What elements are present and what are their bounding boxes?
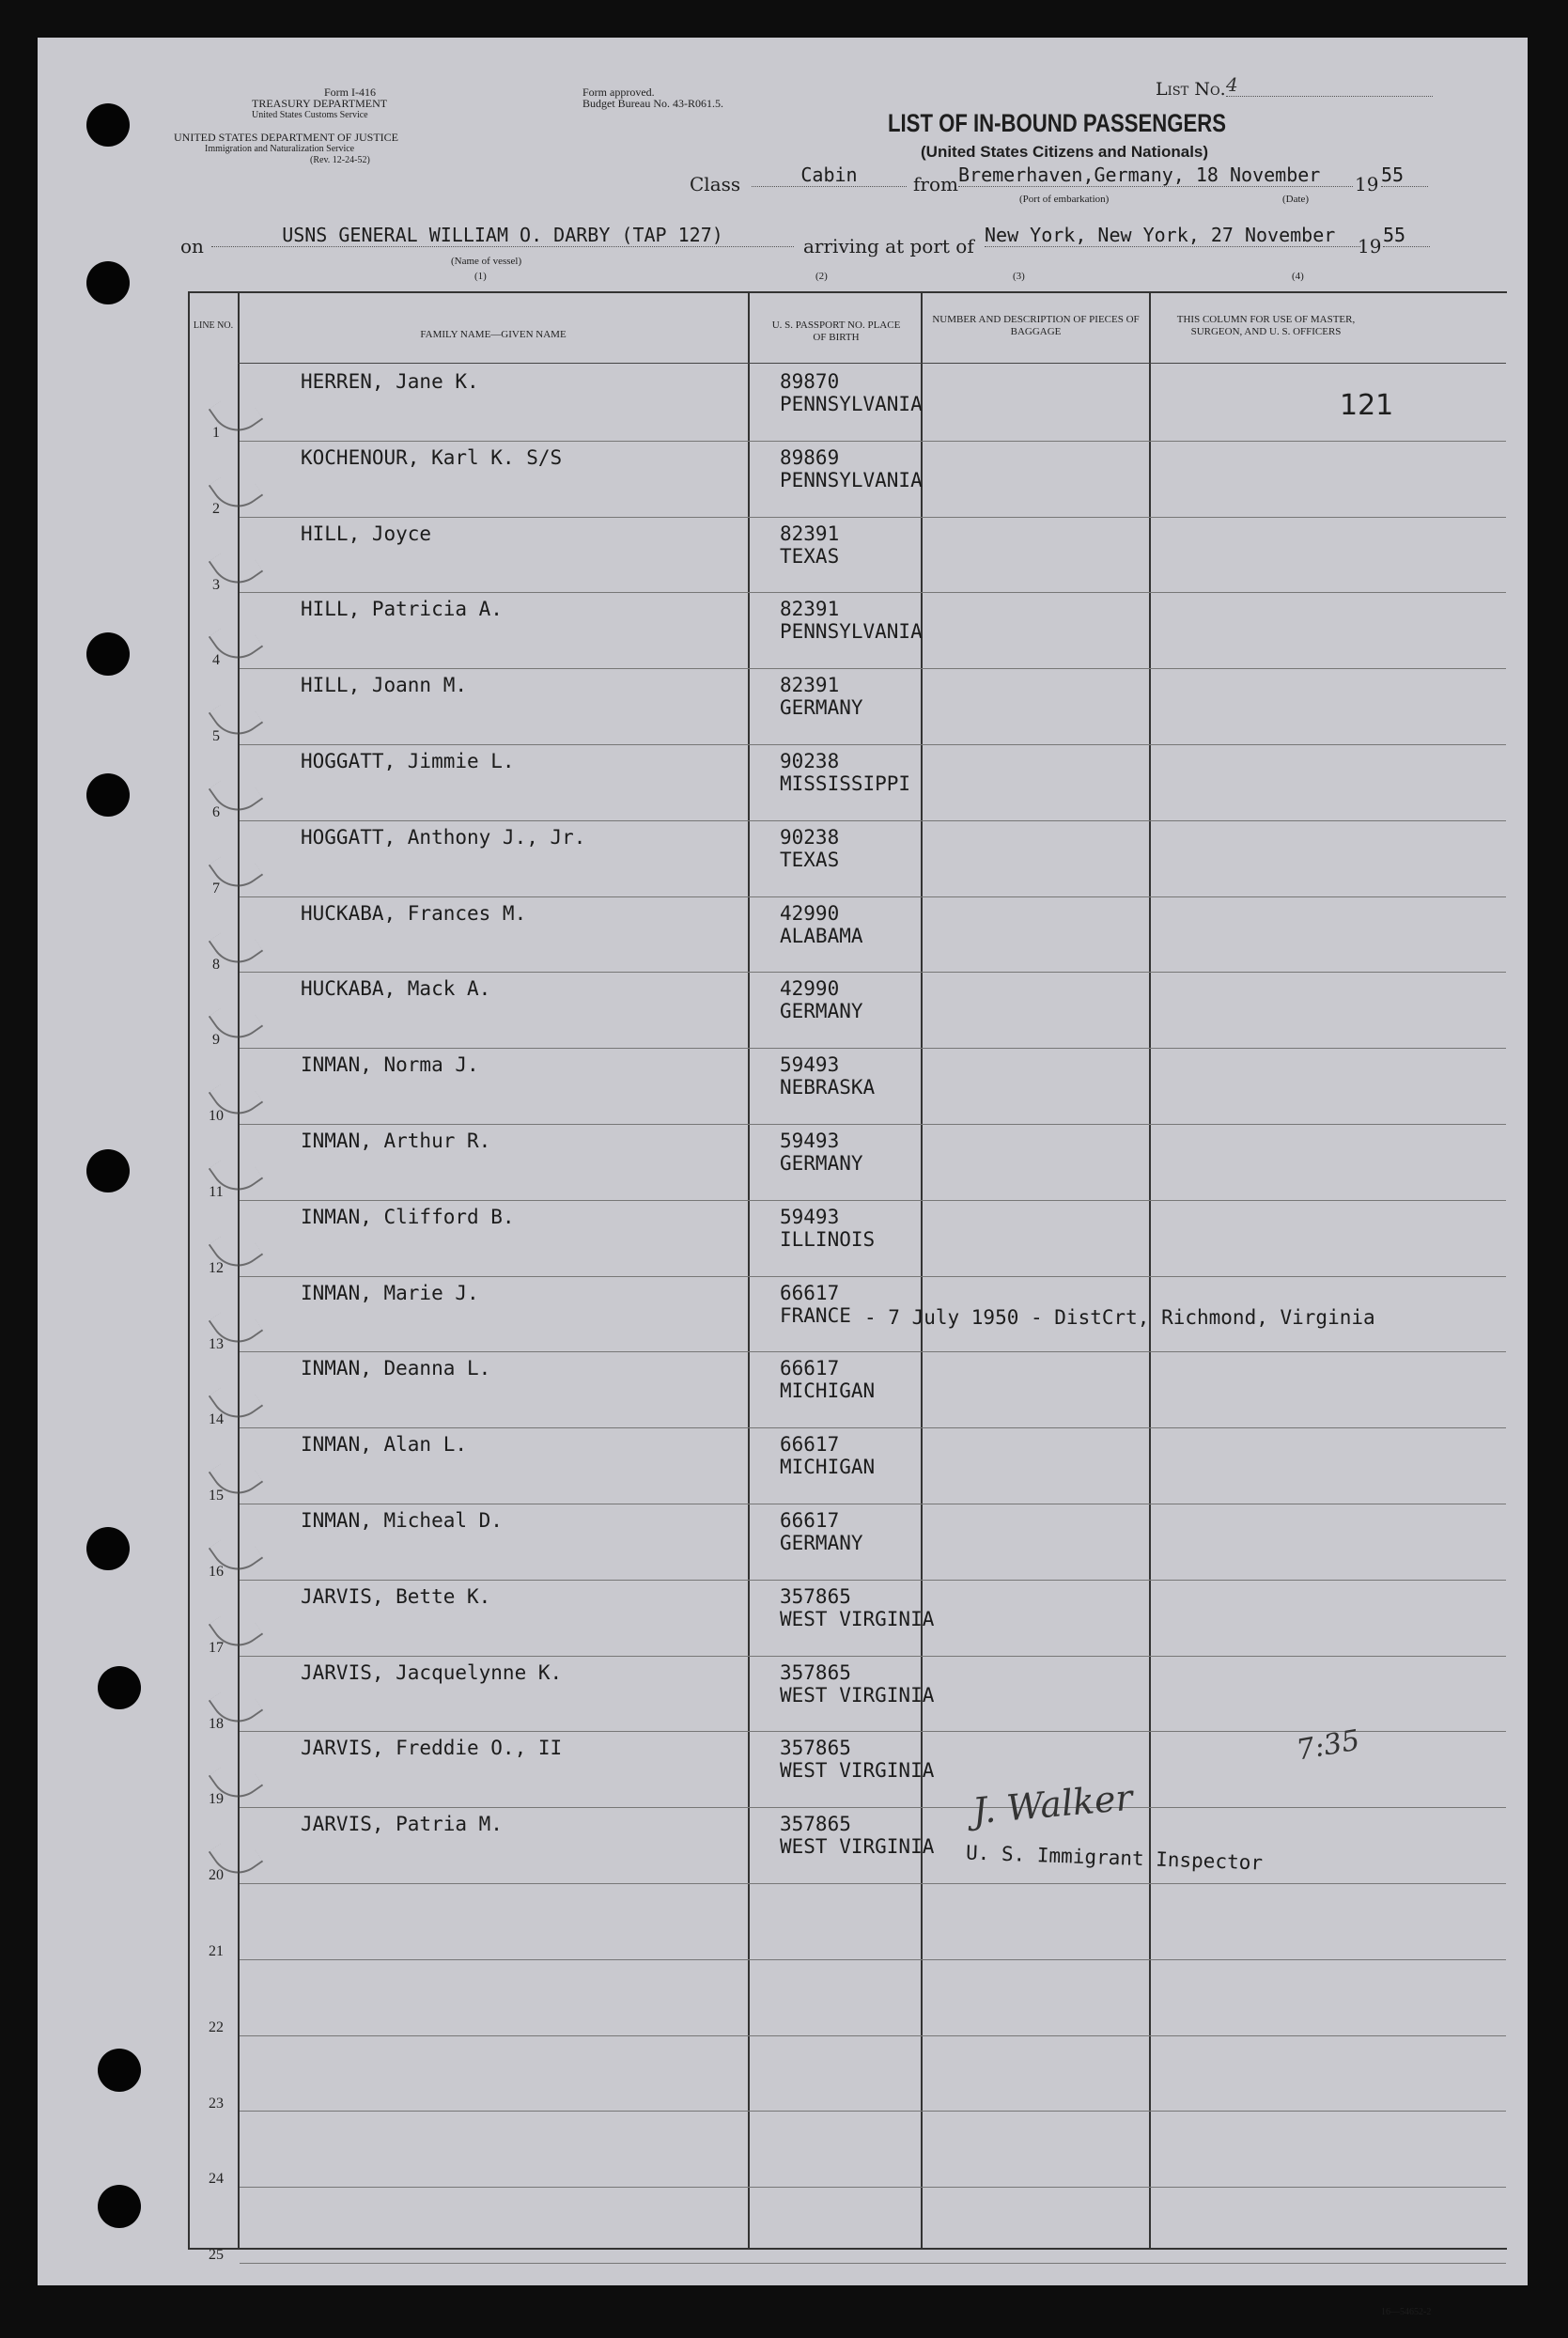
passport-number: 357865 bbox=[780, 1660, 851, 1684]
table-row bbox=[38, 974, 1528, 1049]
row13-naturalization-note: - 7 July 1950 - DistCrt, Richmond, Virginia bbox=[864, 1306, 1375, 1329]
place-of-birth: MISSISSIPPI bbox=[780, 772, 911, 795]
passport-number: 66617 bbox=[780, 1433, 840, 1457]
passenger-name: JARVIS, Bette K. bbox=[301, 1584, 491, 1608]
page-subtitle: (United States Citizens and Nationals) bbox=[921, 143, 1209, 161]
passport-number: 66617 bbox=[780, 1281, 840, 1304]
revision-date: (Rev. 12-24-52) bbox=[310, 155, 370, 165]
line-number: 11 bbox=[209, 1184, 224, 1200]
place-of-birth: PENNSYLVANIA bbox=[780, 468, 923, 491]
place-of-birth: WEST VIRGINIA bbox=[780, 1835, 935, 1859]
ins-service: Immigration and Naturalization Service bbox=[205, 144, 355, 154]
passenger-name: INMAN, Micheal D. bbox=[301, 1509, 503, 1532]
col-number-3: (3) bbox=[1013, 271, 1025, 282]
place-of-birth: WEST VIRGINIA bbox=[780, 1607, 935, 1630]
budget-bureau: Budget Bureau No. 43-R061.5. bbox=[582, 97, 723, 110]
table-row bbox=[38, 1050, 1528, 1125]
passport-number: 42990 bbox=[780, 901, 840, 925]
table-row bbox=[38, 822, 1528, 897]
col-header-baggage: NUMBER AND DESCRIPTION OF PIECES OF BAGGAGE bbox=[932, 314, 1140, 337]
passenger-name: HUCKABA, Frances M. bbox=[301, 901, 527, 925]
row-rule bbox=[240, 1124, 1506, 1125]
line-number: 19 bbox=[209, 1791, 224, 1808]
table-row bbox=[38, 594, 1528, 669]
date-caption: (Date) bbox=[1282, 194, 1310, 205]
list-number: 4 bbox=[1226, 73, 1433, 97]
passenger-name: HOGGATT, Anthony J., Jr. bbox=[301, 825, 586, 849]
row-rule bbox=[240, 1883, 1506, 1884]
embarkation-port-date: Bremerhaven,Germany, 18 November bbox=[958, 164, 1353, 187]
col-header-passport: U. S. PASSPORT NO. PLACE OF BIRTH bbox=[771, 320, 901, 343]
col-header-line-no: LINE NO. bbox=[193, 320, 234, 331]
table-row bbox=[38, 1429, 1528, 1504]
line-number: 8 bbox=[212, 956, 220, 973]
footer-code: 16—54652-2 bbox=[1381, 2307, 1432, 2317]
row-rule bbox=[240, 517, 1506, 518]
line-number: 12 bbox=[209, 1259, 224, 1276]
place-of-birth: PENNSYLVANIA bbox=[780, 620, 923, 644]
row-rule bbox=[240, 2263, 1506, 2264]
line-number: 4 bbox=[212, 652, 220, 669]
passport-number: 89870 bbox=[780, 370, 840, 393]
arriving-label: arriving at port of bbox=[803, 235, 974, 257]
row-rule bbox=[240, 1276, 1506, 1277]
passenger-name: INMAN, Marie J. bbox=[301, 1281, 479, 1304]
col-header-name: FAMILY NAME—GIVEN NAME bbox=[420, 329, 567, 340]
table-row bbox=[38, 443, 1528, 518]
passport-number: 42990 bbox=[780, 977, 840, 1001]
table-row bbox=[38, 670, 1528, 745]
table-row bbox=[38, 898, 1528, 974]
row-rule bbox=[240, 820, 1506, 821]
line-number: 3 bbox=[212, 576, 220, 593]
place-of-birth: NEBRASKA bbox=[780, 1076, 876, 1099]
table-row bbox=[38, 1885, 1528, 1960]
passenger-name: INMAN, Alan L. bbox=[301, 1433, 468, 1457]
passenger-name: HILL, Patricia A. bbox=[301, 598, 503, 621]
col-number-4: (4) bbox=[1292, 271, 1304, 282]
from-year-prefix: 19 bbox=[1355, 173, 1379, 195]
passport-number: 59493 bbox=[780, 1130, 840, 1152]
line-number: 14 bbox=[209, 1411, 224, 1428]
passenger-count: 121 bbox=[1340, 389, 1394, 422]
arrival-year-prefix: 19 bbox=[1358, 235, 1382, 257]
customs-service: United States Customs Service bbox=[252, 110, 368, 120]
passport-number: 89869 bbox=[780, 445, 840, 469]
row-rule bbox=[240, 668, 1506, 669]
line-number: 15 bbox=[209, 1488, 224, 1504]
line-number: 23 bbox=[209, 2095, 224, 2112]
passenger-name: JARVIS, Patria M. bbox=[301, 1813, 503, 1836]
passenger-name: HUCKABA, Mack A. bbox=[301, 977, 491, 1001]
passport-number: 82391 bbox=[780, 674, 840, 697]
passport-number: 90238 bbox=[780, 750, 840, 772]
vessel-caption: (Name of vessel) bbox=[451, 256, 522, 267]
line-number: 7 bbox=[212, 880, 220, 896]
passenger-name: INMAN, Deanna L. bbox=[301, 1357, 491, 1380]
col-header-officers: THIS COLUMN FOR USE OF MASTER, SURGEON, AND U. S. OFFICERS bbox=[1176, 314, 1356, 337]
place-of-birth: WEST VIRGINIA bbox=[780, 1759, 935, 1783]
passenger-name: KOCHENOUR, Karl K. S/S bbox=[301, 445, 563, 469]
line-number: 24 bbox=[209, 2171, 224, 2188]
line-number: 20 bbox=[209, 1867, 224, 1884]
line-number: 17 bbox=[209, 1639, 224, 1656]
passenger-name: JARVIS, Jacquelynne K. bbox=[301, 1660, 563, 1684]
table-top-border bbox=[188, 291, 1507, 293]
place-of-birth: ALABAMA bbox=[780, 924, 863, 947]
arrival-year: 55 bbox=[1383, 224, 1430, 247]
table-row bbox=[38, 2189, 1528, 2264]
table-row bbox=[38, 1505, 1528, 1581]
place-of-birth: ILLINOIS bbox=[780, 1227, 876, 1251]
row-rule bbox=[240, 1427, 1506, 1428]
place-of-birth: WEST VIRGINIA bbox=[780, 1683, 935, 1707]
vessel-name: USNS GENERAL WILLIAM O. DARBY (TAP 127) bbox=[211, 224, 794, 247]
port-embarkation-caption: (Port of embarkation) bbox=[1019, 194, 1110, 205]
punch-hole bbox=[86, 103, 130, 147]
row-rule bbox=[240, 744, 1506, 745]
row-rule bbox=[240, 592, 1506, 593]
table-row bbox=[38, 1809, 1528, 1884]
row-rule bbox=[240, 1656, 1506, 1657]
on-label: on bbox=[180, 235, 204, 257]
line-number: 16 bbox=[209, 1564, 224, 1580]
passenger-name: INMAN, Arthur R. bbox=[301, 1130, 491, 1152]
passenger-name: HILL, Joann M. bbox=[301, 674, 468, 697]
place-of-birth: GERMANY bbox=[780, 696, 863, 720]
line-number: 2 bbox=[212, 500, 220, 517]
line-number: 18 bbox=[209, 1715, 224, 1732]
table-row bbox=[38, 366, 1528, 442]
col-number-2: (2) bbox=[815, 271, 828, 282]
place-of-birth: TEXAS bbox=[780, 848, 840, 871]
col-number-1: (1) bbox=[474, 271, 487, 282]
place-of-birth: GERMANY bbox=[780, 1152, 863, 1175]
inspector-signature: J. Walker bbox=[970, 1776, 1135, 1832]
place-of-birth: FRANCE bbox=[780, 1303, 851, 1327]
passport-number: 82391 bbox=[780, 598, 840, 621]
line-number: 5 bbox=[212, 728, 220, 745]
row-rule bbox=[240, 1351, 1506, 1352]
form-number: Form I-416 bbox=[324, 86, 376, 99]
row-rule bbox=[240, 2035, 1506, 2036]
passport-number: 90238 bbox=[780, 825, 840, 849]
table-row bbox=[38, 519, 1528, 594]
line-number: 25 bbox=[209, 2247, 224, 2264]
passport-number: 357865 bbox=[780, 1737, 851, 1760]
place-of-birth: PENNSYLVANIA bbox=[780, 393, 923, 415]
line-number: 10 bbox=[209, 1108, 224, 1125]
passport-number: 59493 bbox=[780, 1053, 840, 1077]
place-of-birth: MICHIGAN bbox=[780, 1456, 876, 1479]
row-rule bbox=[240, 1580, 1506, 1581]
line-number: 6 bbox=[212, 804, 220, 820]
line-number: 9 bbox=[212, 1032, 220, 1049]
passenger-name: HILL, Joyce bbox=[301, 522, 432, 545]
line-number: 1 bbox=[212, 425, 220, 441]
treasury-department: TREASURY DEPARTMENT bbox=[252, 97, 388, 110]
row-rule bbox=[240, 896, 1506, 897]
from-year: 55 bbox=[1381, 164, 1428, 187]
punch-hole bbox=[86, 261, 130, 304]
passport-number: 357865 bbox=[780, 1584, 851, 1608]
passenger-name: HERREN, Jane K. bbox=[301, 370, 479, 393]
time-note: 7:35 bbox=[1294, 1723, 1362, 1768]
place-of-birth: GERMANY bbox=[780, 1532, 863, 1554]
place-of-birth: MICHIGAN bbox=[780, 1379, 876, 1403]
passenger-name: JARVIS, Freddie O., II bbox=[301, 1737, 563, 1760]
header-bottom-line bbox=[238, 363, 1506, 364]
place-of-birth: GERMANY bbox=[780, 1000, 863, 1023]
passport-number: 66617 bbox=[780, 1357, 840, 1380]
passenger-name: INMAN, Norma J. bbox=[301, 1053, 479, 1077]
table-row bbox=[38, 1582, 1528, 1657]
place-of-birth: TEXAS bbox=[780, 544, 840, 568]
inspector-title: U. S. Immigrant Inspector bbox=[965, 1841, 1264, 1875]
line-number: 21 bbox=[209, 1943, 224, 1959]
table-row bbox=[38, 1353, 1528, 1428]
table-row bbox=[38, 1961, 1528, 2036]
table-row bbox=[38, 2037, 1528, 2112]
row-rule bbox=[240, 972, 1506, 973]
passport-number: 357865 bbox=[780, 1813, 851, 1836]
table-row bbox=[38, 746, 1528, 821]
row-rule bbox=[240, 1048, 1506, 1049]
list-number-label: List No. bbox=[1156, 79, 1226, 100]
page-title: LIST OF IN-BOUND PASSENGERS bbox=[888, 109, 1227, 137]
table-row bbox=[38, 1126, 1528, 1201]
table-row bbox=[38, 1202, 1528, 1277]
passport-number: 82391 bbox=[780, 522, 840, 545]
from-label: from bbox=[913, 173, 958, 195]
arrival-port-date: New York, New York, 27 November bbox=[985, 224, 1360, 247]
table-row bbox=[38, 2112, 1528, 2188]
row-rule bbox=[240, 1200, 1506, 1201]
passport-number: 59493 bbox=[780, 1205, 840, 1228]
row-rule bbox=[240, 2187, 1506, 2188]
table-row bbox=[38, 1658, 1528, 1733]
class-label: Class bbox=[690, 173, 741, 195]
manifest-page bbox=[38, 38, 1528, 2317]
passenger-name: INMAN, Clifford B. bbox=[301, 1205, 515, 1228]
line-number: 13 bbox=[209, 1335, 224, 1352]
row-rule bbox=[240, 441, 1506, 442]
row-rule bbox=[240, 1959, 1506, 1960]
passenger-name: HOGGATT, Jimmie L. bbox=[301, 750, 515, 772]
class-value: Cabin bbox=[752, 164, 907, 187]
department-of-justice: UNITED STATES DEPARTMENT OF JUSTICE bbox=[174, 131, 399, 144]
line-number: 22 bbox=[209, 2018, 224, 2035]
row-rule bbox=[240, 1807, 1506, 1808]
form-approved: Form approved. bbox=[582, 86, 655, 99]
row-rule bbox=[240, 2111, 1506, 2112]
passport-number: 66617 bbox=[780, 1509, 840, 1532]
